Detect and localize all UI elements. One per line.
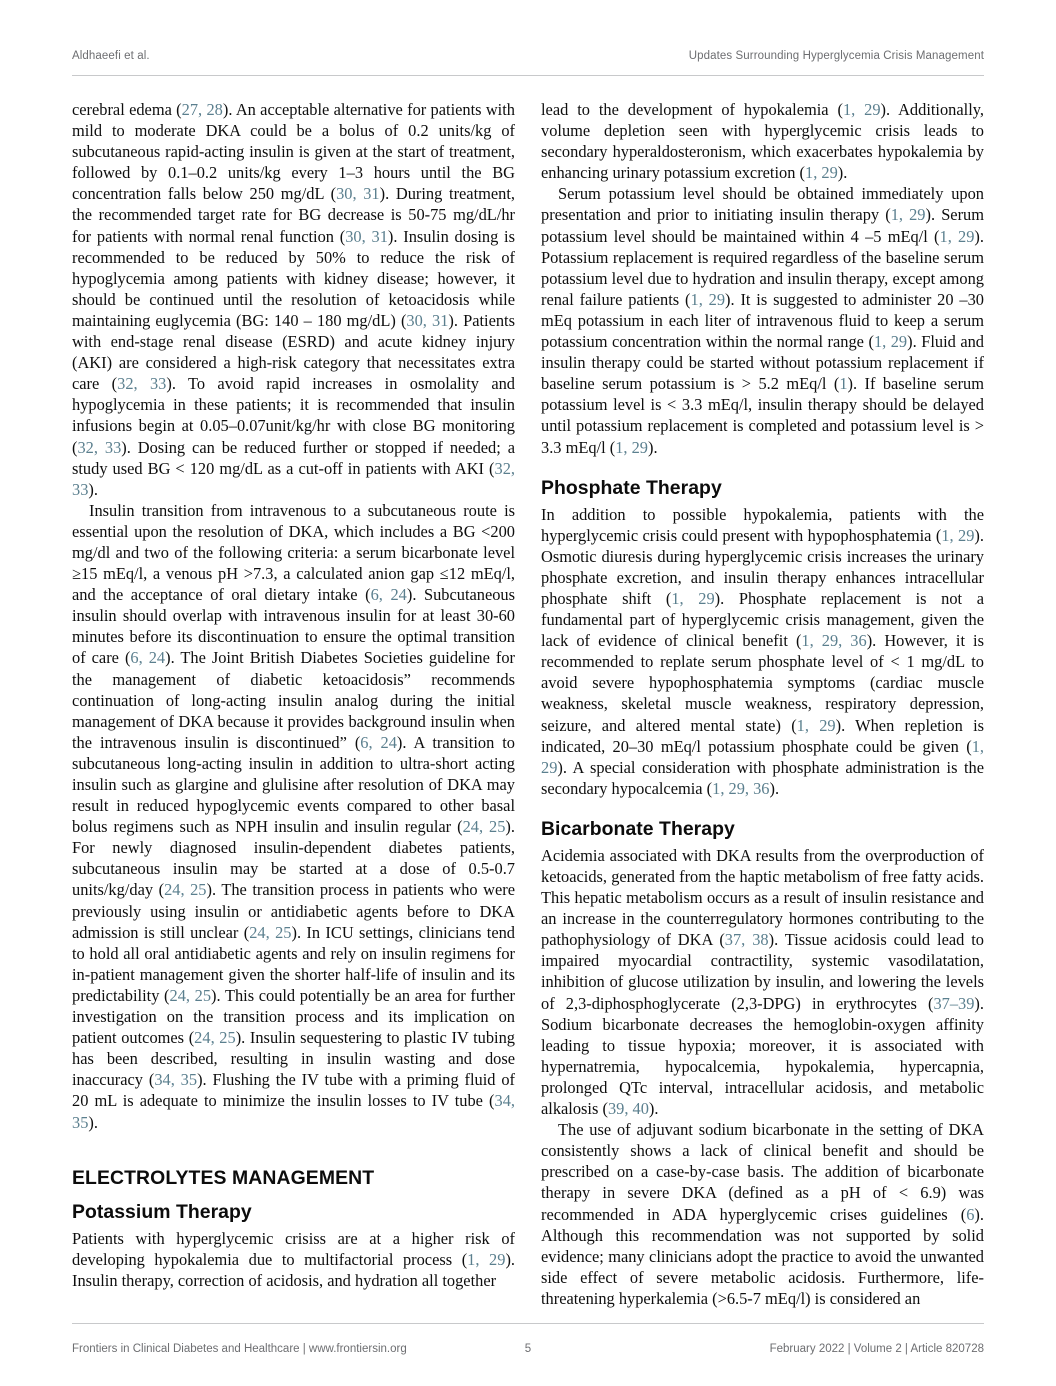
- citation-reference[interactable]: 6, 24: [360, 732, 397, 752]
- citation-reference[interactable]: 1: [839, 374, 848, 394]
- citation-reference[interactable]: 1, 29: [796, 715, 836, 735]
- spacer: [72, 1133, 515, 1166]
- citation-reference[interactable]: 32, 33: [117, 374, 167, 394]
- citation-reference[interactable]: 1, 29: [541, 736, 984, 777]
- subsection-heading-potassium-therapy: Potassium Therapy: [72, 1200, 252, 1223]
- footer-journal: Frontiers in Clinical Diabetes and Healthcare | www.frontiersin.org: [72, 1343, 407, 1355]
- citation-reference[interactable]: 1, 29: [671, 588, 715, 608]
- citation-reference[interactable]: 37, 38: [724, 930, 769, 950]
- subsection-heading-phosphate-therapy: Phosphate Therapy: [541, 476, 722, 499]
- citation-reference[interactable]: 24, 25: [164, 880, 207, 900]
- citation-reference[interactable]: 1, 29: [690, 289, 726, 309]
- page-footer: [72, 1340, 984, 1358]
- paragraph-insulin-dosing: cerebral edema (27, 28). An acceptable alternative for patients with mild to moderate DKA could be a bolus of 0.2 units/kg of subcutaneous rapid-acting insulin is given at the start of treatment, followed by 0.1–0.2 units/kg every 1–3 hours until the BG concentration falls below 250 mg/dL (30, 31). During treatment, the recommended target rate for BG decrease is 50-75 mg/dL/hr for patients with normal renal function (30, 31). Insulin dosing is recommended to be reduced by 50% to reduce the risk of hypoglycemia among patients with kidney disease; however, it should be continued until the resolution of ketoacidosis while maintaining euglycemia (BG: 140 – 180 mg/dL) (30, 31). Patients with end-stage renal disease (ESRD) and acute kidney injury (AKI) are considered a high-risk category that necessitates extra care (32, 33). To avoid rapid increases in osmolality and hypoglycemia in these patients; it is recommended that insulin infusions begin at 0.05–0.07unit/kg/hr with close BG monitoring (32, 33). Dosing can be reduced further or stopped if needed; a study used BG < 120 mg/dL as a cut-off in patients with AKI (32, 33).: [72, 100, 516, 499]
- paragraph-potassium-intro: Patients with hyperglycemic crisiss are at a higher risk of developing hypokalemia due to multifactorial process (1, 29). Insulin therapy, correction of acidosis, and hydration all together: [72, 1228, 516, 1290]
- citation-reference[interactable]: 1, 29: [615, 437, 648, 457]
- citation-reference[interactable]: 32, 33: [72, 458, 515, 499]
- citation-reference[interactable]: 1, 29: [805, 163, 838, 183]
- running-head: [72, 50, 984, 70]
- running-head-title: Updates Surrounding Hyperglycemia Crisis Management: [688, 50, 984, 62]
- citation-reference[interactable]: 1, 29: [941, 525, 975, 545]
- citation-reference[interactable]: 1, 29: [873, 332, 908, 352]
- citation-reference[interactable]: 24, 25: [249, 922, 292, 942]
- paragraph-bicarbonate-pathophysiology: Acidemia associated with DKA results from the overproduction of ketoacids, generated from the haptic metabolism of free fatty acids. This hepatic metabolism occurs as a result of insulin resistance and an increase in the counterregulatory hormones contributing to the pathophysiology of DKA (37, 38). Tissue acidosis could lead to impaired myocardial contractility, systemic vasodilatation, inhibition of glucose utilization by insulin, and lowering the levels of 2,3-diphosphoglycerate (2,3-DPG) in erythrocytes (37–39). Sodium bicarbonate decreases the hemoglobin-oxygen affinity leading to tissue hypoxia; moreover, it is associated with hypernatremia, hypocalcemia, hypokalemia, hypercapnia, prolonged QTc interval, intracellular acidosis, and metabolic alkalosis (39, 40).: [541, 845, 984, 1119]
- spacer: [541, 799, 984, 817]
- left-column: [72, 99, 515, 1298]
- citation-reference[interactable]: 34, 35: [154, 1070, 198, 1090]
- citation-reference[interactable]: 6, 24: [130, 648, 166, 668]
- citation-reference[interactable]: 30, 31: [406, 310, 449, 330]
- footer-page-number: 5: [524, 1343, 532, 1355]
- citation-reference[interactable]: 1, 29: [939, 226, 975, 246]
- right-column: [541, 99, 985, 1308]
- citation-reference[interactable]: 1, 29, 36: [712, 778, 770, 798]
- paragraph-phosphate-therapy: In addition to possible hypokalemia, patients with the hyperglycemic crisis could present with hypophosphatemia (1, 29). Osmotic diuresis during hyperglycemic crisis increases the urinary phosphate excretion, and insulin therapy enhances intracellular phosphate shift (1, 29). Phosphate replacement is not a fundamental part of hyperglycemic crisis management, given the lack of evidence of clinical benefit (1, 29, 36). However, it is recommended to replate serum phosphate level of < 1 mg/dL to avoid severe hypophosphatemia symptoms (cardiac muscle weakness, skeletal muscle weakness, respiratory depression, seizure, and altered mental state) (1, 29). When repletion is indicated, 20–30 mEq/l potassium phosphate could be given (1, 29). A special consideration with phosphate administration is the secondary hypocalcemia (1, 29, 36).: [541, 504, 985, 798]
- citation-reference[interactable]: 24, 25: [462, 817, 506, 837]
- citation-reference[interactable]: 24, 25: [169, 985, 212, 1005]
- citation-reference[interactable]: 1, 29: [842, 100, 881, 119]
- citation-reference[interactable]: 37–39: [933, 993, 975, 1013]
- citation-reference[interactable]: 6: [966, 1204, 975, 1224]
- footer-issue: February 2022 | Volume 2 | Article 820728: [769, 1343, 984, 1355]
- citation-reference[interactable]: 1, 29, 36: [801, 631, 867, 651]
- paragraph-insulin-transition: Insulin transition from intravenous to a subcutaneous route is essential upon the resolution of DKA, which includes a BG <200 mg/dl and two of the following criteria: a serum bicarbonate level ≥15 mEq/l, a venous pH >7.3, a calculated anion gap ≤12 mEq/l, and the acceptance of oral dietary intake (6, 24). Subcutaneous insulin should overlap with intravenous insulin for at least 30-60 minutes before its discontinuation to ensure the optimal transition of care (6, 24). The Joint British Diabetes Societies guideline for the management of diabetic ketoacidosis” recommends continuation of long-acting insulin analog during the initial management of DKA because it provides background insulin when the intravenous insulin is discontinued” (6, 24). A transition to subcutaneous long-acting insulin in addition to ultra-short acting insulin such as glargine and glulisine after resolution of DKA may result in reduced hypoglycemic events compared to other basal bolus regimens such as NPH insulin and insulin regular (24, 25). For newly diagnosed insulin-dependent diabetes patients, subcutaneous insulin may be started at a dose of 0.5-0.7 units/kg/day (24, 25). The transition process in patients who were previously using insulin or antidiabetic agents before to DKA admission is still unclear (24, 25). In ICU settings, clinicians tend to hold all oral antidiabetic agents and rely on insulin regimens for in-patient management given the shorter half-life of insulin and its predictability (24, 25). This could potentially be an area for further investigation on the transition process and its implication on patient outcomes (24, 25). Insulin sequestering to plastic IV tubing has been described, resulting in insulin wasting and dose inaccuracy (34, 35). Flushing the IV tube with a priming fluid of 20 mL is adequate to minimize the insulin losses to IV tube (34, 35).: [72, 500, 516, 1132]
- header-divider: [72, 75, 984, 76]
- spacer: [541, 458, 984, 476]
- citation-reference[interactable]: 34, 35: [72, 1091, 515, 1132]
- subsection-heading-bicarbonate-therapy: Bicarbonate Therapy: [541, 817, 735, 840]
- citation-reference[interactable]: 24, 25: [194, 1028, 236, 1048]
- citation-reference[interactable]: 39, 40: [607, 1099, 649, 1119]
- citation-reference[interactable]: 30, 31: [345, 226, 388, 246]
- spacer: [72, 1190, 515, 1200]
- paragraph-bicarbonate-use: The use of adjuvant sodium bicarbonate in the setting of DKA consistently shows a lack of clinical benefit and should be prescribed on a case-by-case basis. The addition of bicarbonate therapy in severe DKA (defined as a pH of < 6.9) was recommended in ADA hyperglycemic crises guidelines (6). Although this recommendation was not supported by solid evidence; many clinicians adopt the practice to avoid the unwanted side effect of severe metabolic acidosis. Furthermore, life-threatening hyperkalemia (>6.5-7 mEq/l) is considered an: [541, 1120, 984, 1308]
- section-heading-electrolytes-management: ELECTROLYTES MANAGEMENT: [72, 1166, 375, 1189]
- paragraph-potassium-management: Serum potassium level should be obtained immediately upon presentation and prior to initiating insulin therapy (1, 29). Serum potassium level should be maintained within 4 –5 mEq/l (1, 29). Potassium replacement is required regardless of the baseline serum potassium level due to hydration and insulin therapy, except among renal failure patients (1, 29). It is suggested to administer 20 –30 mEq potassium in each liter of intravenous fluid to keep a serum potassium concentration within the normal range (1, 29). Fluid and insulin therapy could be started without potassium replacement if baseline serum potassium is > 5.2 mEq/l (1). If baseline serum potassium level is < 3.3 mEq/l, insulin therapy should be delayed until potassium replacement is completed and potassium level is > 3.3 mEq/l (1, 29).: [541, 184, 985, 457]
- citation-reference[interactable]: 30, 31: [336, 184, 380, 204]
- running-head-author: Aldhaeefi et al.: [72, 50, 150, 62]
- citation-reference[interactable]: 27, 28: [181, 100, 223, 119]
- citation-reference[interactable]: 1, 29: [890, 205, 926, 225]
- citation-reference[interactable]: 32, 33: [77, 437, 122, 457]
- paragraph-potassium-continued: lead to the development of hypokalemia (1, 29). Additionally, volume depletion seen with hyperglycemic crisis leads to secondary hyperaldosteronism, which exacerbates hypokalemia by enhancing urinary potassium excretion (1, 29).: [541, 100, 984, 183]
- citation-reference[interactable]: 6, 24: [370, 585, 407, 605]
- body-columns: [72, 99, 985, 1308]
- citation-reference[interactable]: 1, 29: [467, 1249, 506, 1269]
- footer-divider: [72, 1323, 984, 1324]
